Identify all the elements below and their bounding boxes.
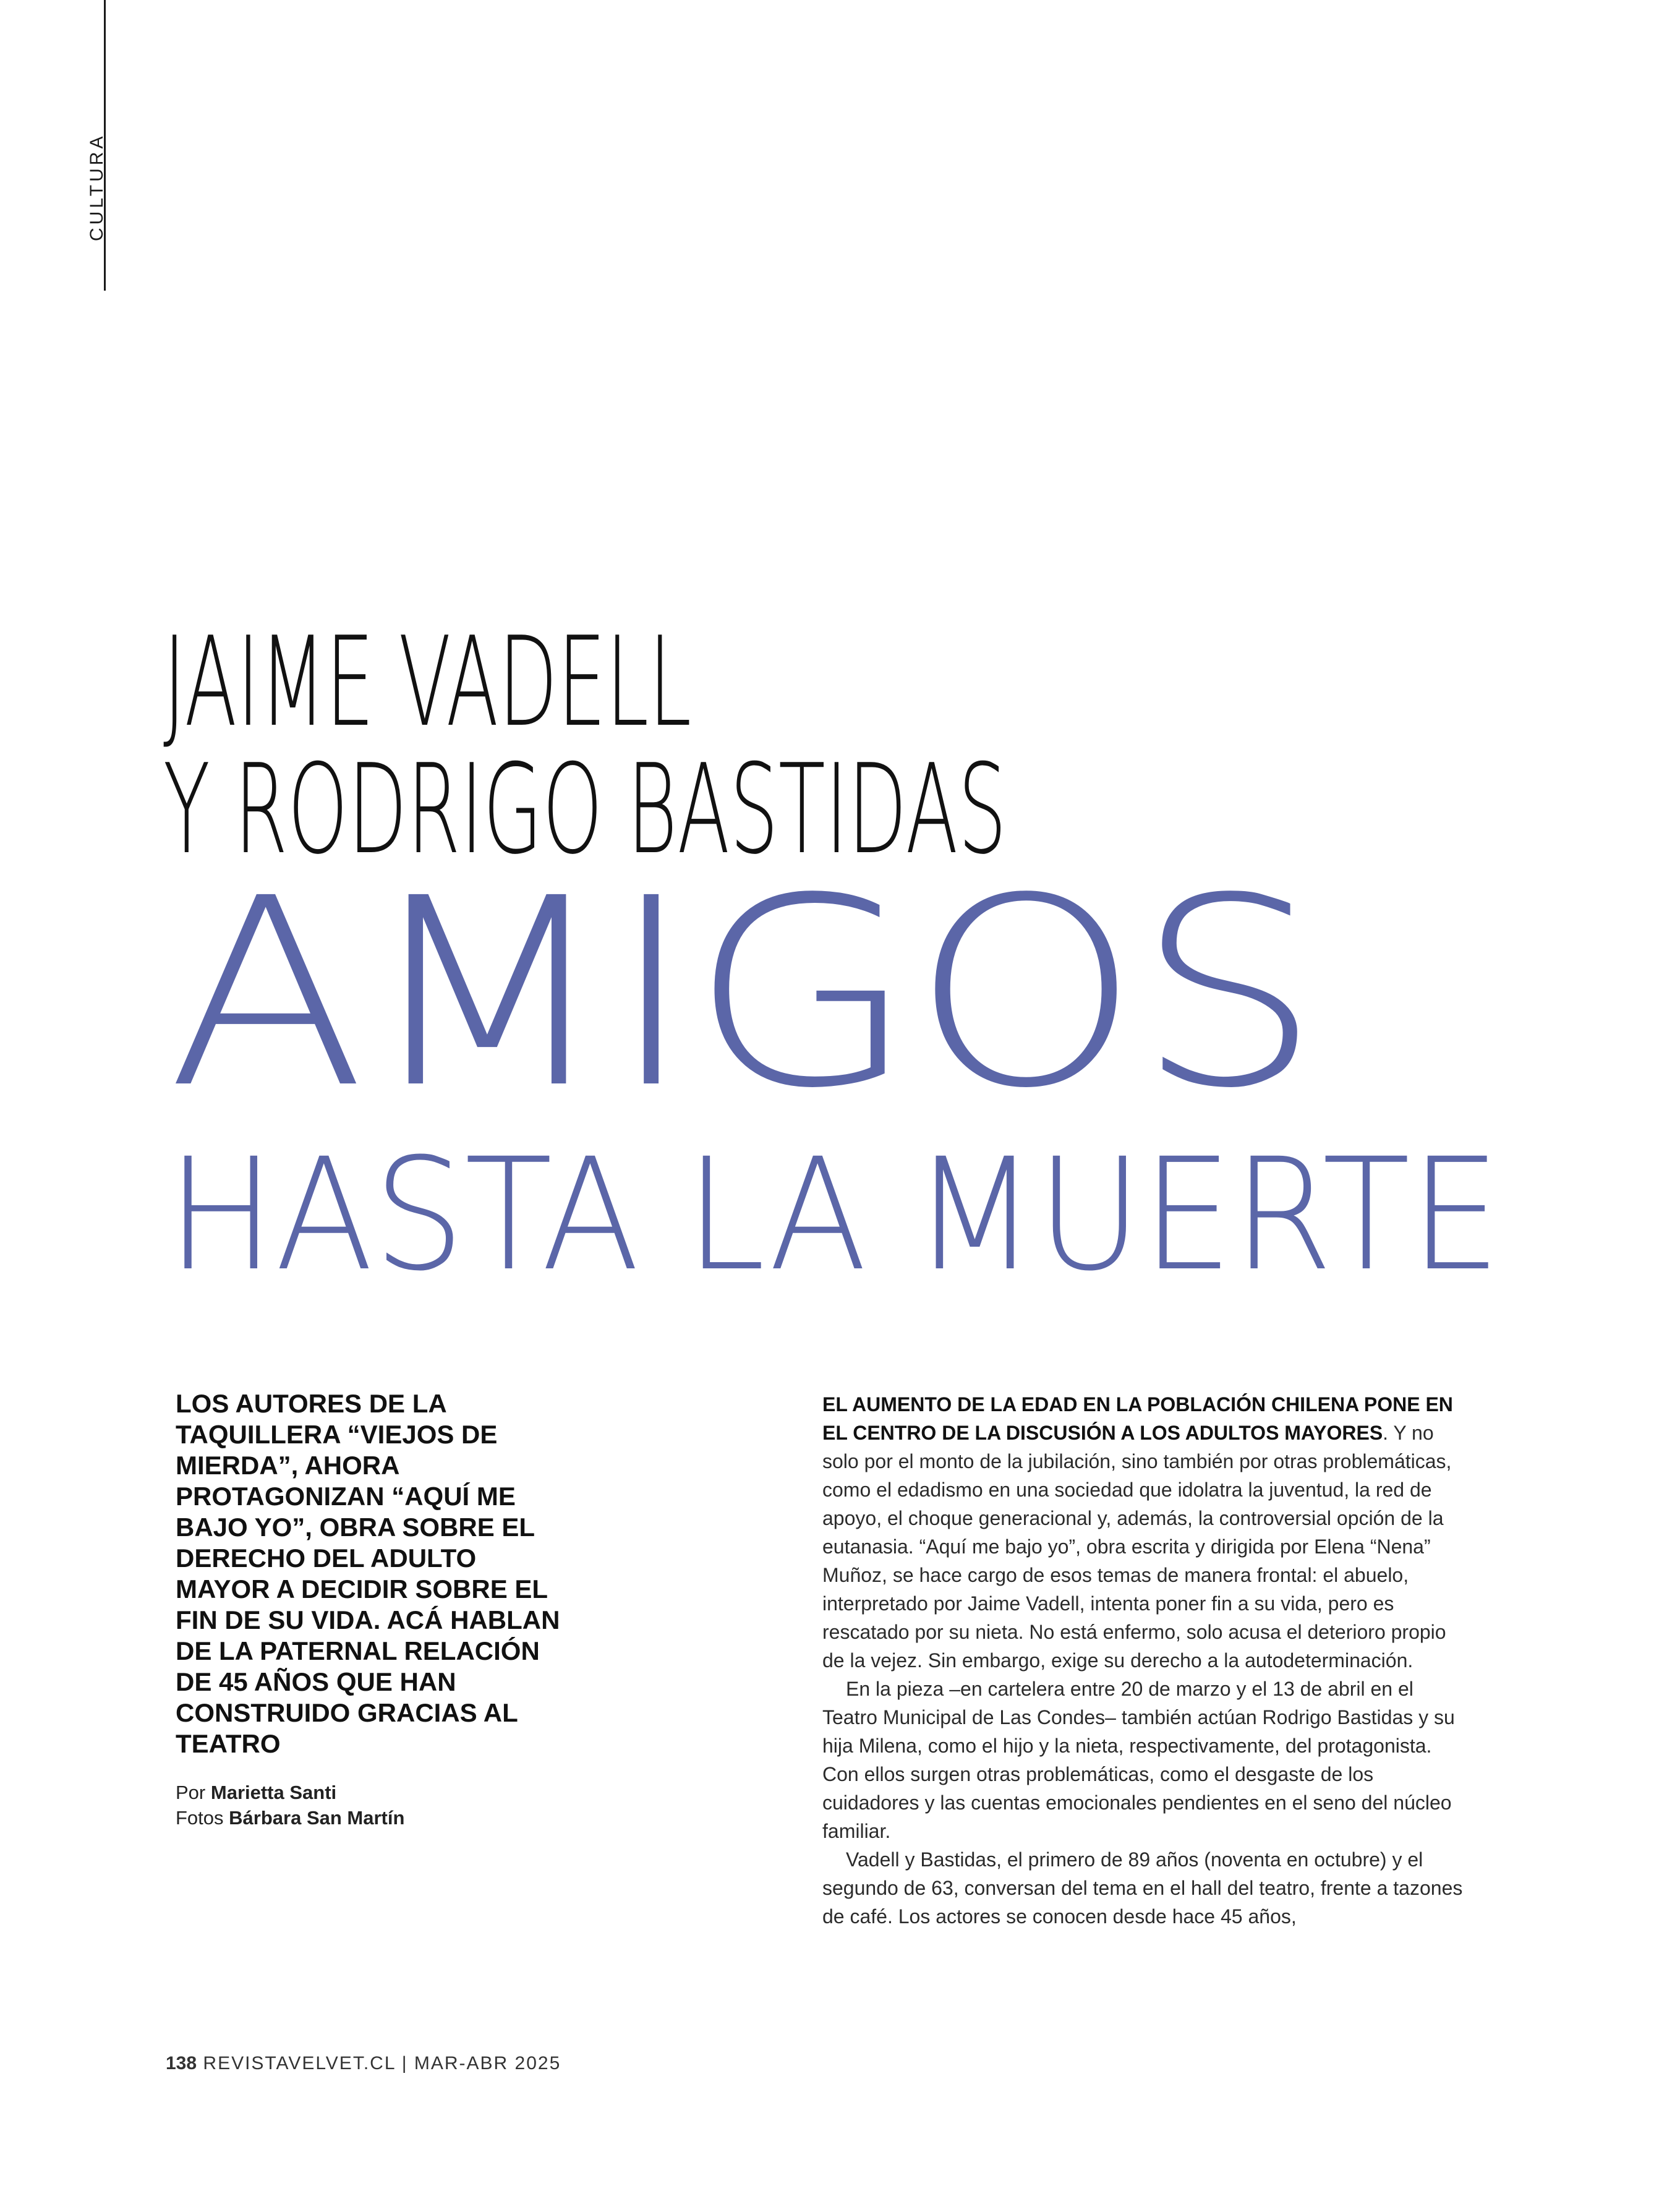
photo-credit	[176, 1805, 571, 1830]
author-prefix: Por	[176, 1782, 206, 1803]
body-paragraph-1-text: . Y no solo por el monto de la jubilación, sino también por otras problemáticas, como el edadismo en una sociedad que idolatra la juventud, la red de apoyo, el choque generacional y, además, la controversial opción de la eutanasia. “Aquí me bajo yo”, obra escrita y dirigida por Elena “Nena” Muñoz, se hace cargo de esos temas de manera frontal: el abuelo, interpretado por Jaime Vadell, intenta poner fin a su vida, pero es rescatado por su nieta. No está enfermo, solo acusa el deterioro propio de la vejez. Sin embargo, exige su derecho a la autodeterminación.	[822, 1422, 1452, 1672]
page-number: 138	[166, 2053, 197, 2074]
headline-line-1: JAIME VADELL	[163, 610, 692, 754]
headline-line-3: AMIGOS	[167, 843, 1317, 1145]
headline-line-4: HASTA LA MUERTE	[167, 1125, 1501, 1305]
section-label: CULTURA	[87, 133, 107, 241]
credits	[176, 1780, 571, 1830]
author-name: Marietta Santi	[210, 1782, 337, 1803]
body-paragraph-3: Vadell y Bastidas, el primero de 89 años (noventa en octubre) y el segundo de 63, conversan del tema en el hall del teatro, frente a tazones de café. Los actores se conocen desde hace 45 años,	[822, 1848, 1463, 1928]
photographer-name: Bárbara San Martín	[229, 1807, 405, 1829]
author-credit	[176, 1780, 571, 1805]
lead-paragraph: LOS AUTORES DE LA TAQUILLERA “VIEJOS DE MIERDA”, AHORA PROTAGONIZAN “AQUÍ ME BAJO YO”, OBRA SOBRE EL DERECHO DEL ADULTO MAYOR A DECIDIR SOBRE EL FIN DE SU VIDA. ACÁ HABLAN DE LA PATERNAL RELACIÓN DE 45 AÑOS QUE HAN CONSTRUIDO GRACIAS AL TEATRO	[176, 1389, 560, 1758]
article-body	[822, 1390, 1468, 1931]
body-intro-caps: EL AUMENTO DE LA EDAD EN LA POBLACIÓN CHILENA PONE EN EL CENTRO DE LA DISCUSIÓN A LOS ADULTOS MAYORES	[822, 1393, 1453, 1444]
headline-line-2: Y RODRIGO BASTIDAS	[163, 738, 1007, 882]
footer-text: REVISTAVELVET.CL | MAR-ABR 2025	[203, 2053, 561, 2074]
body-paragraph-1	[822, 1390, 1468, 1675]
page-footer	[166, 2053, 561, 2074]
photo-prefix: Fotos	[176, 1807, 224, 1829]
body-paragraph-2: En la pieza –en cartelera entre 20 de marzo y el 13 de abril en el Teatro Municipal de Las Condes– también actúan Rodrigo Bastidas y su hija Milena, como el hijo y la nieta, respectivamente, del protagonista. Con ellos surgen otras problemáticas, como el desgaste de los cuidadores y las cuentas emocionales pendientes en el seno del núcleo familiar.	[822, 1678, 1455, 1842]
